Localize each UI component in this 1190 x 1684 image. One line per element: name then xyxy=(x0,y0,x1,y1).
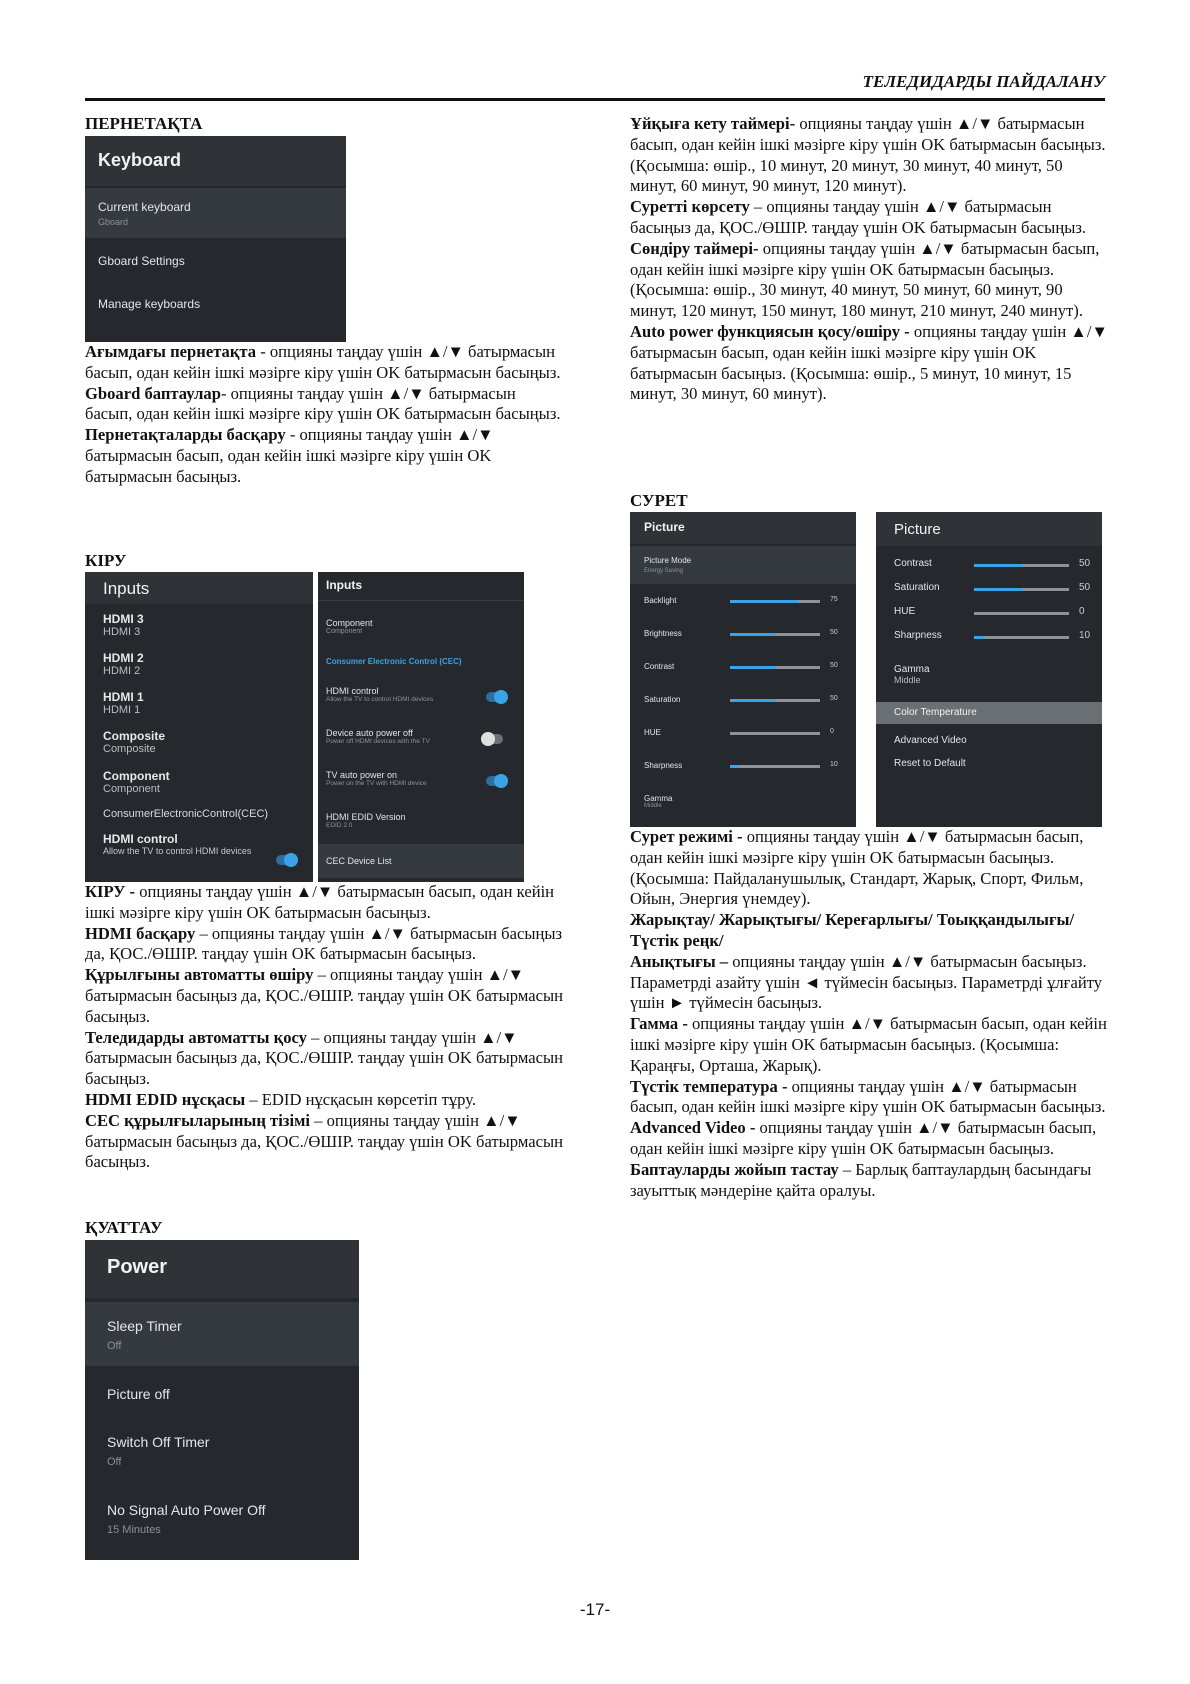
desc-paragraph: HDMI басқару – опцияны таңдау үшін ▲/▼ батырмасын басыңыз да, ҚОС./ӨШІР. таңдау үшін OK батырмасын басыңыз. xyxy=(85,923,563,964)
input-item-hdmi3[interactable]: HDMI 3 HDMI 3 xyxy=(103,612,144,638)
slider-value: 50 xyxy=(830,629,838,636)
power-item-picture-off[interactable]: Picture off xyxy=(107,1386,170,1402)
slider-track[interactable] xyxy=(974,564,1069,567)
picture-mode-item[interactable]: Picture Mode Energy Saving xyxy=(630,546,856,584)
slider-fill xyxy=(974,636,984,639)
picture-slider-row[interactable] xyxy=(630,761,856,794)
power-panel-header xyxy=(85,1240,359,1298)
desc-paragraph: Анықтығы – опцияны таңдау үшін ▲/▼ батырмасын басыңыз. Параметрді азайту үшін ◄ түймесін басыңыз. Параметрді ұлғайту үшін ► түймесін басыңыз. xyxy=(630,951,1103,1013)
desc-paragraph: Auto power функциясын қосу/өшіру - опцияны таңдау үшін ▲/▼ батырмасын басып, одан кейін ішкі мәзірге кіру үшін OK батырмасын басыңыз. (Қосымша: өшір., 5 минут, 10 минут, 15 минут, 30 минут, 60 минут). xyxy=(630,321,1108,404)
slider-track[interactable] xyxy=(730,732,820,735)
power-item-sleep-timer[interactable]: Sleep Timer Off xyxy=(85,1302,359,1366)
cec-item-edid[interactable]: HDMI EDID Version EDID 2.0 xyxy=(326,812,406,829)
inputs-left-header xyxy=(85,572,313,604)
cec-section-label: Consumer Electronic Control (CEC) xyxy=(326,657,462,666)
picture-left-header xyxy=(630,512,856,544)
keyboard-item-label: Current keyboard xyxy=(98,200,191,214)
cec-hdmi-control-toggle[interactable] xyxy=(486,692,506,702)
inputs-heading: КІРУ xyxy=(85,551,127,570)
input-item-hdmi1[interactable]: HDMI 1 HDMI 1 xyxy=(103,690,144,716)
desc-paragraph: Пернетақталарды басқару - опцияны таңдау үшін ▲/▼ батырмасын басып, одан кейін ішкі мәзірге кіру үшін OK батырмасын басыңыз. xyxy=(85,425,494,486)
inputs-description xyxy=(85,882,565,1173)
picture-left-panel xyxy=(630,512,856,827)
slider-label: Saturation xyxy=(644,695,681,704)
input-item-hdmi2[interactable]: HDMI 2 HDMI 2 xyxy=(103,651,144,677)
inputs-right-title: Inputs xyxy=(326,578,362,592)
page-number: -17- xyxy=(579,1600,611,1619)
input-item-composite[interactable]: Composite Composite xyxy=(103,729,166,755)
picture-slider-row[interactable] xyxy=(876,558,1102,582)
desc-paragraph: Гамма - опцияны таңдау үшін ▲/▼ батырмасын басып, одан кейін ішкі мәзірге кіру үшін OK батырмасын басыңыз. (Қосымша: Қараңғы, Орташа, Жарық). xyxy=(630,1014,1107,1075)
slider-fill xyxy=(730,699,775,702)
picture-right-reset[interactable]: Reset to Default xyxy=(894,758,966,769)
tv-auto-on-toggle[interactable] xyxy=(486,776,506,786)
power-item-no-signal[interactable]: No Signal Auto Power Off 15 Minutes xyxy=(107,1502,266,1536)
desc-paragraph: Ағымдағы пернетақта - опцияны таңдау үшін ▲/▼ батырмасын басып, одан кейін ішкі мәзірге кіру үшін OK батырмасын басыңыз. xyxy=(85,342,561,382)
slider-fill xyxy=(730,666,775,669)
picture-right-panel xyxy=(876,512,1102,827)
keyboard-panel-title: Keyboard xyxy=(98,150,182,170)
keyboard-item-label: Gboard Settings xyxy=(98,254,185,268)
picture-slider-row[interactable] xyxy=(630,596,856,629)
picture-slider-row[interactable] xyxy=(876,606,1102,630)
slider-track[interactable] xyxy=(730,666,820,669)
desc-paragraph: Сурет режимі - опцияны таңдау үшін ▲/▼ батырмасын басып, одан кейін ішкі мәзірге кіру үшін OK батырмасын басыңыз. (Қосымша: Пайдаланушылық, Стандарт, Жарық, Спорт, Фильм, Ойын, Энергия үнемдеу). xyxy=(630,827,1084,909)
desc-paragraph: Баптауларды жойып тастау – Барлық баптаулардың басындағы зауыттық мәндеріне қайта оралуы. xyxy=(630,1159,1092,1200)
keyboard-item-manage[interactable] xyxy=(85,288,346,322)
inputs-left-title: Inputs xyxy=(103,579,150,598)
slider-label: HUE xyxy=(894,606,916,617)
keyboard-panel xyxy=(85,136,346,342)
slider-fill xyxy=(730,765,739,768)
desc-paragraph: Суретті көрсету – опцияны таңдау үшін ▲/▼ батырмасын басыңыз да, ҚОС./ӨШІР. таңдау үшін OK батырмасын басыңыз. xyxy=(630,197,1087,237)
cec-item-device-auto-off[interactable]: Device auto power off Power off HDMI devices with the TV xyxy=(326,728,430,745)
slider-label: Sharpness xyxy=(644,761,683,770)
cec-item-component[interactable]: Component Component xyxy=(326,618,373,635)
slider-value: 0 xyxy=(1079,606,1085,617)
slider-track[interactable] xyxy=(730,633,820,636)
inputs-left-panel xyxy=(85,572,313,882)
slider-fill xyxy=(730,633,775,636)
picture-right-advanced-video[interactable]: Advanced Video xyxy=(894,735,967,746)
keyboard-item-gboard-settings[interactable] xyxy=(85,244,346,278)
picture-left-title: Picture xyxy=(644,520,685,534)
keyboard-item-sub: Gboard xyxy=(98,217,129,227)
desc-paragraph: Түстік температура - опцияны таңдау үшін ▲/▼ батырмасын басып, одан кейін ішкі мәзірге кіру үшін OK батырмасын басыңыз. xyxy=(630,1076,1106,1117)
hdmi-control-toggle[interactable] xyxy=(276,855,296,865)
picture-right-title: Picture xyxy=(894,521,941,538)
picture-slider-row[interactable] xyxy=(630,695,856,728)
slider-fill xyxy=(974,564,1022,567)
keyboard-panel-header xyxy=(85,136,346,186)
cec-item-tv-auto-on[interactable]: TV auto power on Power on the TV with HDMI device xyxy=(326,770,427,787)
picture-right-header xyxy=(876,512,1102,546)
picture-slider-row[interactable] xyxy=(876,582,1102,606)
slider-track[interactable] xyxy=(730,600,820,603)
desc-paragraph: Теледидарды автоматты қосу – опцияны таңдау үшін ▲/▼ батырмасын басыңыз да, ҚОС./ӨШІР. таңдау үшін OK батырмасын басыңыз. xyxy=(85,1027,563,1089)
desc-paragraph: Ұйқыға кету таймері- опцияны таңдау үшін ▲/▼ батырмасын басып, одан кейін ішкі мәзірге кіру үшін OK батырмасын басыңыз. (Қосымша: өшір., 10 минут, 20 минут, 30 минут, 40 минут, 50 минут, 60 минут, 90 минут, 120 минут). xyxy=(630,114,1106,196)
power-description xyxy=(630,114,1110,405)
slider-label: Brightness xyxy=(644,629,682,638)
picture-right-color-temp[interactable]: Color Temperature xyxy=(876,702,1102,724)
desc-paragraph: HDMI EDID нұсқасы – EDID нұсқасын көрсетіп тұру. xyxy=(85,1089,476,1109)
slider-value: 50 xyxy=(1079,582,1091,593)
slider-label: Sharpness xyxy=(894,630,942,641)
picture-slider-row[interactable] xyxy=(630,728,856,761)
input-item-component[interactable]: Component Component xyxy=(103,769,170,795)
slider-fill xyxy=(730,600,798,603)
slider-label: HUE xyxy=(644,728,661,737)
slider-label: Contrast xyxy=(644,662,675,671)
power-panel-title: Power xyxy=(107,1256,168,1278)
picture-gamma-item[interactable]: Gamma Middle xyxy=(644,794,673,809)
divider xyxy=(318,600,524,601)
picture-right-gamma[interactable]: Gamma Middle xyxy=(894,664,930,685)
header-title: ТЕЛЕДИДАРДЫ ПАЙДАЛАНУ xyxy=(862,72,1105,91)
power-heading: ҚУАТТАУ xyxy=(85,1218,163,1237)
page-header xyxy=(85,72,1105,101)
cec-item-hdmi-control[interactable]: HDMI control Allow the TV to control HDMI devices xyxy=(326,686,434,703)
slider-value: 10 xyxy=(1079,630,1091,641)
slider-value: 75 xyxy=(830,596,838,603)
slider-label: Saturation xyxy=(894,582,940,593)
device-auto-off-toggle[interactable] xyxy=(483,734,503,744)
slider-value: 50 xyxy=(830,695,838,702)
slider-label: Contrast xyxy=(894,558,932,569)
power-item-switch-off-timer[interactable]: Switch Off Timer Off xyxy=(107,1434,210,1468)
desc-paragraph: Жарықтау/ Жарықтығы/ Кереғарлығы/ Тоыққандылығы/ Түстік реңк/ xyxy=(630,910,1075,950)
slider-value: 0 xyxy=(830,728,834,735)
desc-paragraph: Advanced Video - опцияны таңдау үшін ▲/▼ батырмасын басып, одан кейін ішкі мәзірге кіру үшін OK батырмасын басыңыз. xyxy=(630,1118,1097,1158)
picture-slider-row[interactable] xyxy=(630,629,856,662)
desc-paragraph: Gboard баптаулар- опцияны таңдау үшін ▲/▼ батырмасын басып, одан кейін ішкі мәзірге кіру үшін OK батырмасын басыңыз. xyxy=(85,383,561,424)
slider-value: 10 xyxy=(830,761,838,768)
desc-paragraph: Сөндіру таймері- опцияны таңдау үшін ▲/▼ батырмасын басып, одан кейін ішкі мәзірге кіру үшін OK батырмасын басыңыз. (Қосымша: өшір., 30 минут, 40 минут, 50 минут, 60 минут, 90 минут, 120 минут, 150 минут, 180 минут, 210 минут, 240 минут). xyxy=(630,238,1100,321)
input-item-cec[interactable]: ConsumerElectronicControl(CEC) xyxy=(103,808,269,820)
slider-value: 50 xyxy=(830,662,838,669)
keyboard-item-current[interactable] xyxy=(85,188,346,238)
power-panel xyxy=(85,1240,359,1560)
slider-track[interactable] xyxy=(974,636,1069,639)
inputs-right-panel xyxy=(318,572,524,882)
picture-slider-row[interactable] xyxy=(630,662,856,695)
keyboard-description xyxy=(85,342,565,488)
desc-paragraph: КІРУ - опцияны таңдау үшін ▲/▼ батырмасын басып, одан кейін ішкі мәзірге кіру үшін OK батырмасын басыңыз. xyxy=(85,882,555,922)
slider-track[interactable] xyxy=(730,765,820,768)
keyboard-item-label: Manage keyboards xyxy=(98,297,201,311)
picture-slider-row[interactable] xyxy=(876,630,1102,654)
slider-label: Backlight xyxy=(644,596,677,605)
slider-value: 50 xyxy=(1079,558,1091,569)
slider-track[interactable] xyxy=(974,612,1069,615)
slider-fill xyxy=(974,588,1022,591)
desc-paragraph: Құрылғыны автоматты өшіру – опцияны таңдау үшін ▲/▼ батырмасын басыңыз да, ҚОС./ӨШІР. таңдау үшін OK батырмасын басыңыз. xyxy=(85,965,563,1026)
input-item-hdmi-control[interactable]: HDMI control Allow the TV to control HDMI devices xyxy=(103,832,252,856)
slider-track[interactable] xyxy=(974,588,1069,591)
desc-paragraph: CEC құрылғыларының тізімі – опцияны таңдау үшін ▲/▼ батырмасын басыңыз да, ҚОС./ӨШІР. таңдау үшін OK батырмасын басыңыз. xyxy=(85,1110,563,1172)
cec-item-device-list[interactable]: CEC Device List xyxy=(318,844,524,878)
picture-heading: СУРЕТ xyxy=(630,491,688,510)
keyboard-heading: ПЕРНЕТАҚТА xyxy=(85,114,203,133)
picture-description xyxy=(630,827,1110,1201)
slider-track[interactable] xyxy=(730,699,820,702)
